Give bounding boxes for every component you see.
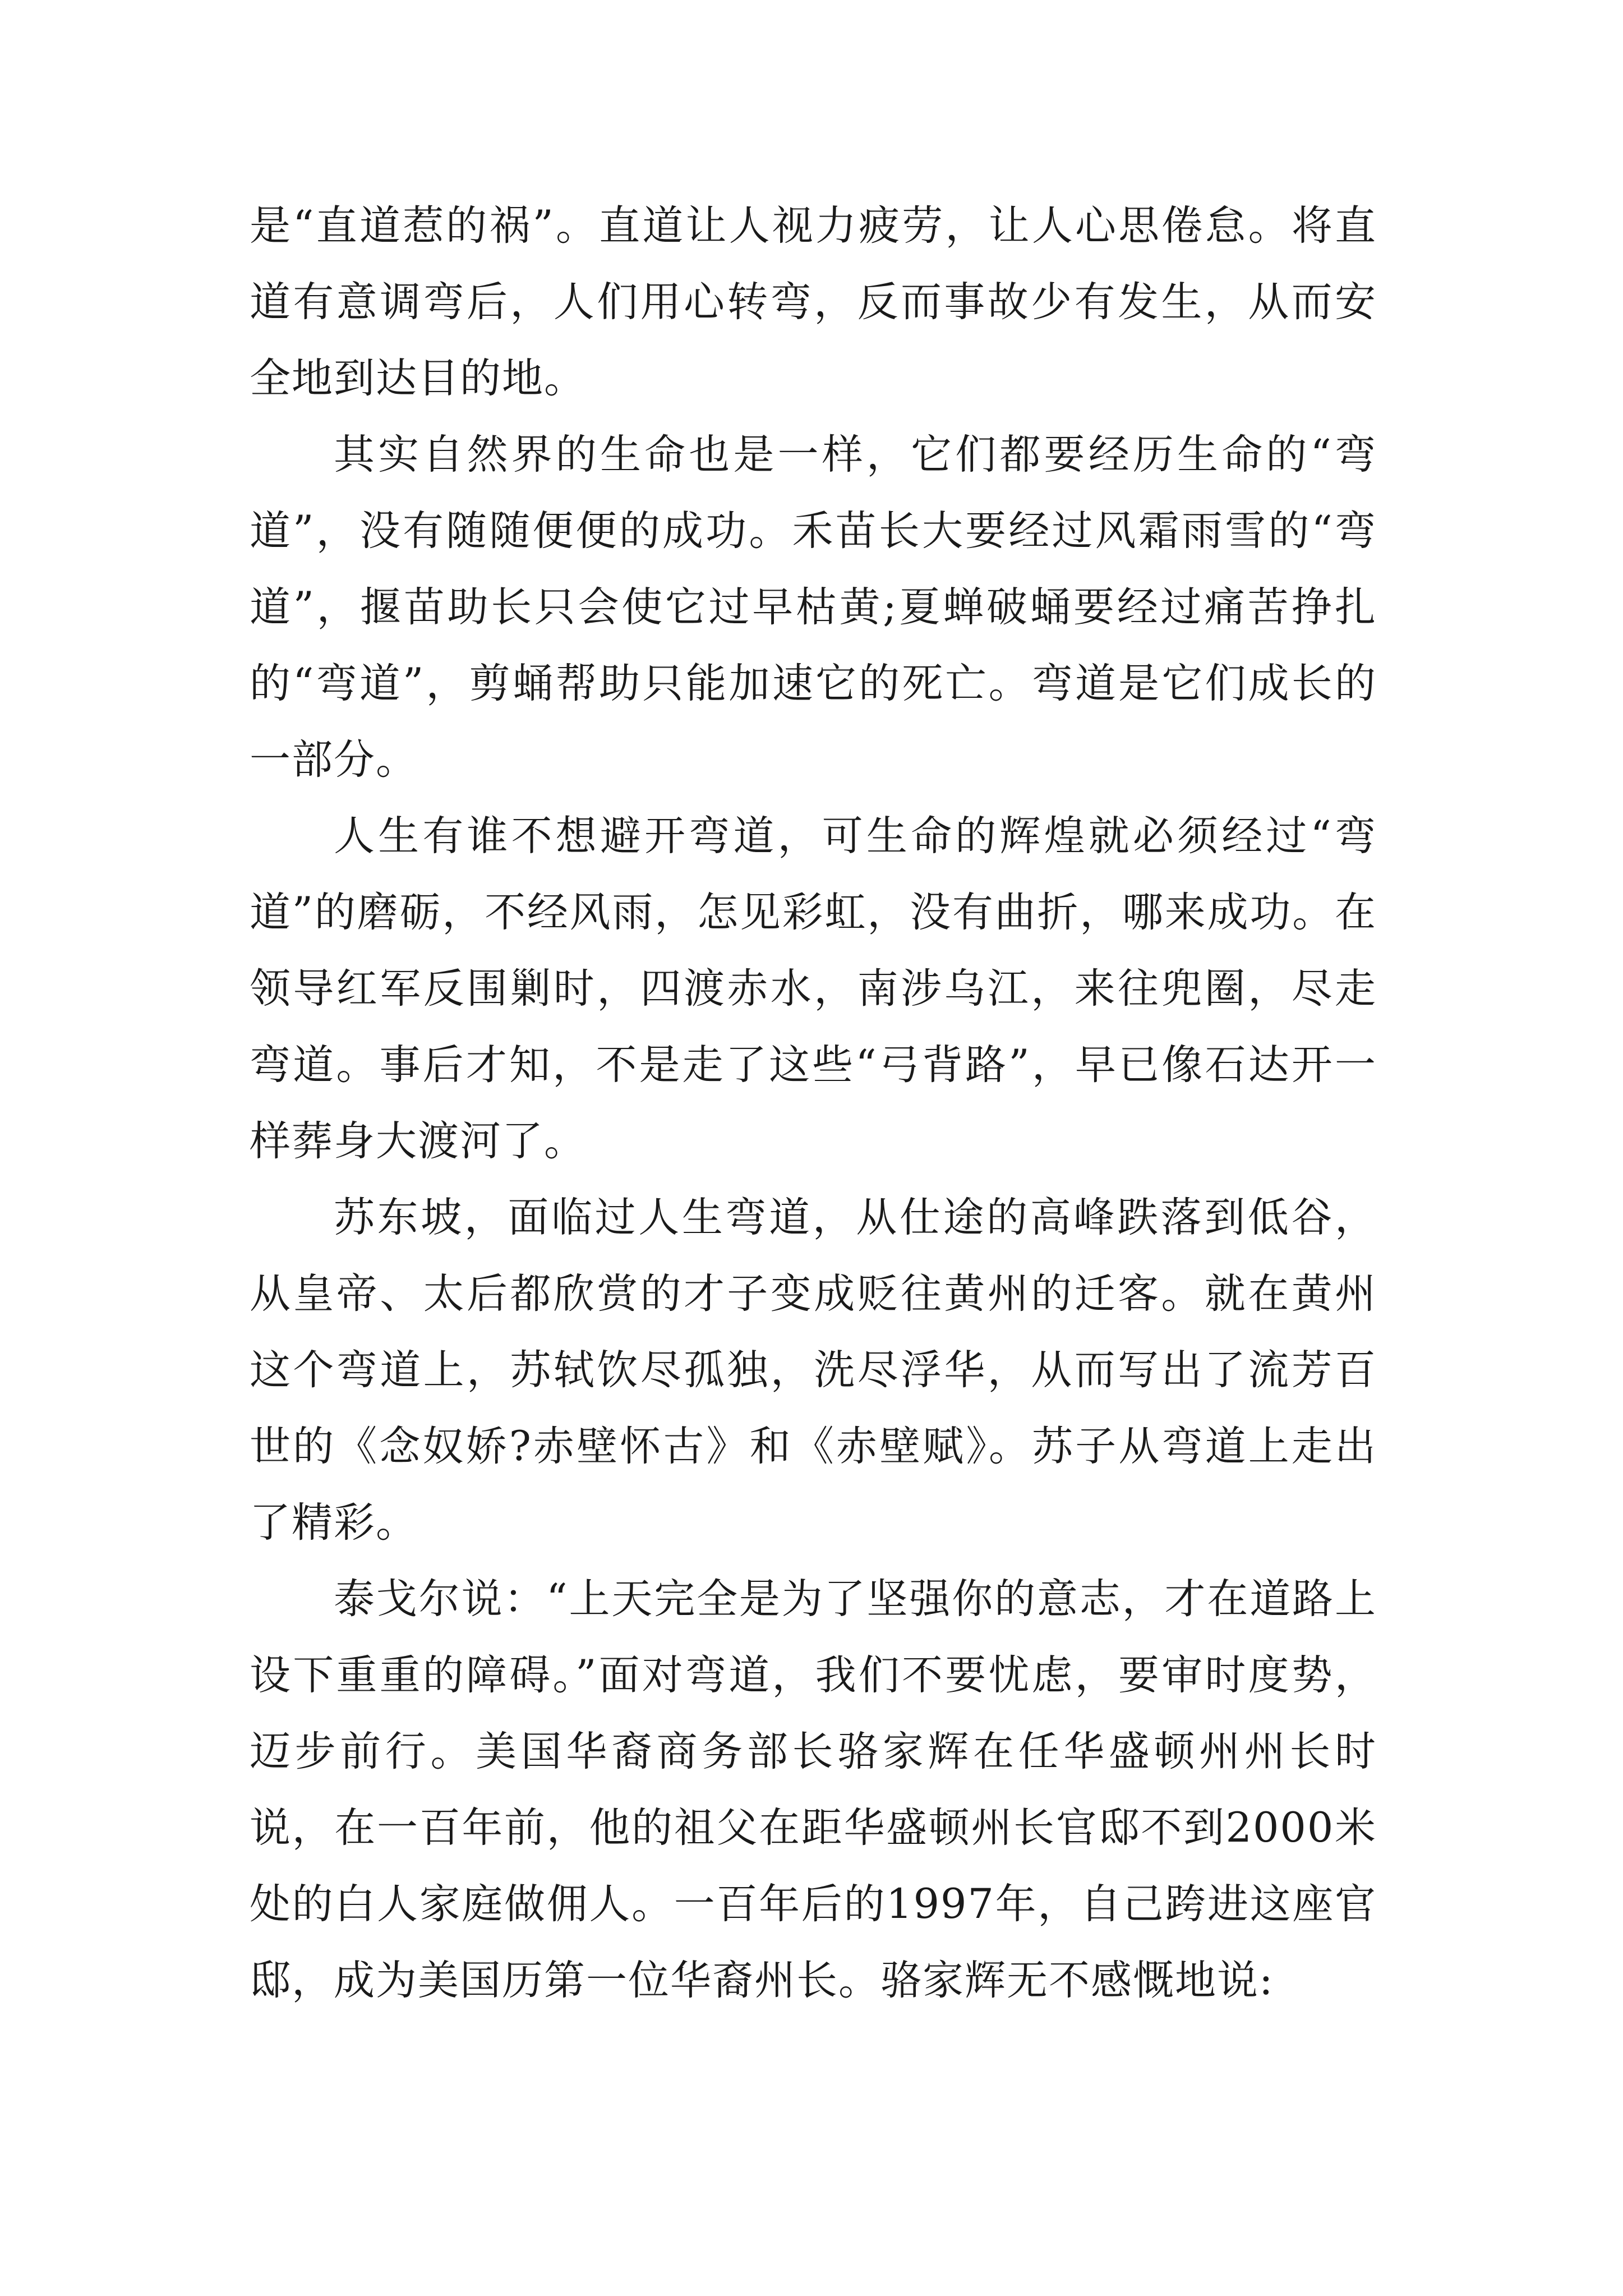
paragraph-continuation: 是“直道惹的祸”。直道让人视力疲劳，让人心思倦怠。将直道有意调弯后，人们用心转弯，反而事故少有发生，从而安全地到达目的地。 [250, 202, 1377, 402]
body-text [250, 188, 1377, 2019]
paragraph-su-dongpo: 苏东坡，面临过人生弯道，从仕途的高峰跌落到低谷，从皇帝、太后都欣赏的才子变成贬往黄州的迁客。就在黄州这个弯道上，苏轼饮尽孤独，洗尽浮华，从而写出了流芳百世的《念奴娇?赤壁怀古》和《赤壁赋》。苏子从弯道上走出了精彩。 [250, 1194, 1377, 1547]
paragraph-life-curves: 人生有谁不想避开弯道，可生命的辉煌就必须经过“弯道”的磨砺，不经风雨，怎见彩虹，没有曲折，哪来成功。在领导红军反围剿时，四渡赤水，南涉乌江，来往兜圈，尽走弯道。事后才知，不是走了这些“弓背路”，早已像石达开一样葬身大渡河了。 [250, 812, 1377, 1165]
paragraph-tagore: 泰戈尔说：“上天完全是为了坚强你的意志，才在道路上设下重重的障碍。”面对弯道，我们不要忧虑，要审时度势，迈步前行。美国华裔商务部长骆家辉在任华盛顿州州长时说，在一百年前，他的祖父在距华盛顿州长官邸不到2000米处的白人家庭做佣人。一百年后的1997年，自己跨进这座官邸，成为美国历第一位华裔州长。骆家辉无不感慨地说: [250, 1575, 1377, 2004]
paragraph-nature-life: 其实自然界的生命也是一样，它们都要经历生命的“弯道”，没有随随便便的成功。禾苗长大要经过风霜雨雪的“弯道”，揠苗助长只会使它过早枯黄;夏蝉破蛹要经过痛苦挣扎的“弯道”，剪蛹帮助只能加速它的死亡。弯道是它们成长的一部分。 [250, 431, 1377, 784]
